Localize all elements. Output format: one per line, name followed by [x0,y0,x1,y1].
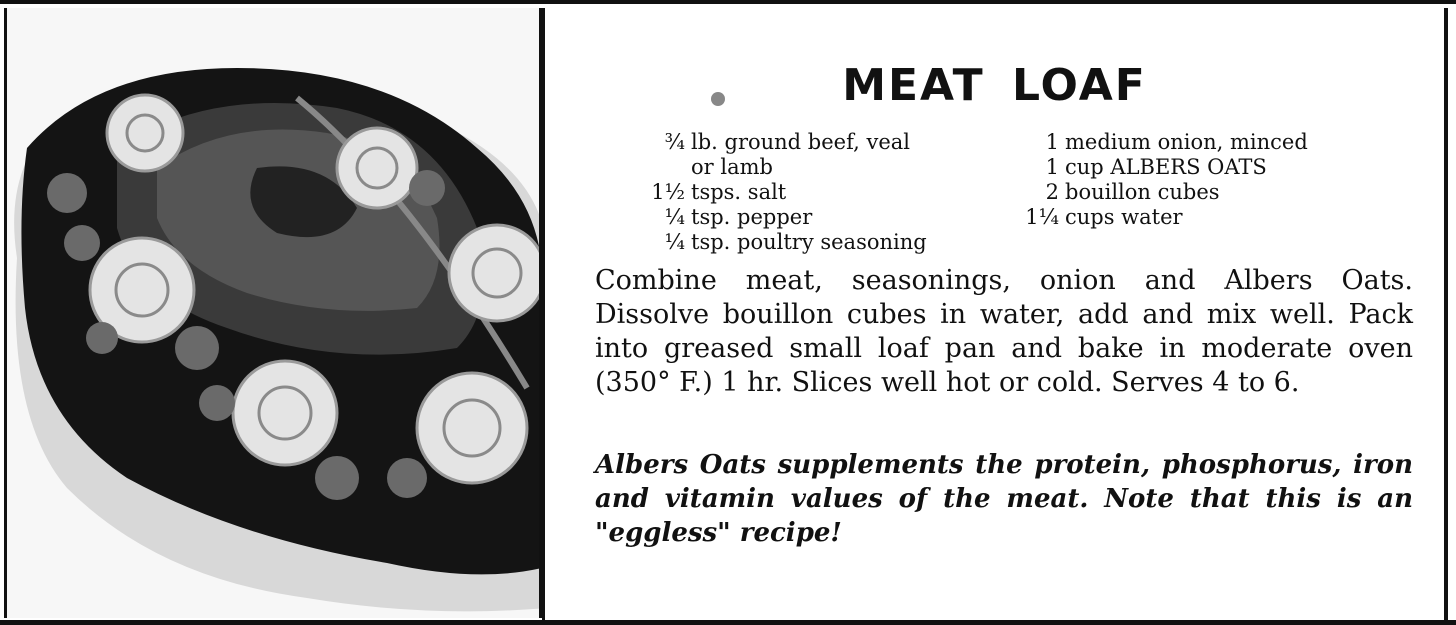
ingredient-item: ¾ lb. ground beef, veal or lamb [664,130,911,179]
ingredient-item: 1½ tsps. salt [651,180,787,204]
ingredient-item: 1¼ cups water [1025,205,1183,229]
recipe-method: Combine meat, seasonings, onion and Albers Oats. Dissolve bouillon cubes in water, add and mix well. Pack into greased small loaf pan and bake in moderate oven (350° F.) 1 hr. Slices well hot or cold. Serves 4 to 6. [595,265,1413,398]
meat-loaf-photo [4,8,544,618]
ingredient-item: 1 medium onion, minced [1045,130,1308,154]
ingredient-item: 1 cup ALBERS OATS [1045,155,1267,179]
ingredients-left [643,130,1043,255]
ingredients-right [1013,130,1373,230]
ingredient-item: 2 bouillon cubes [1045,180,1220,204]
ingredient-item: ¼ tsp. poultry seasoning [664,230,927,254]
recipe-title: MEAT LOAF [842,60,1147,111]
ingredient-item: ¼ tsp. pepper [664,205,813,229]
meat-loaf-illustration [7,8,539,618]
recipe-note: Albers Oats supplements the protein, phosphorus, iron and vitamin values of the meat. Note that this is an "eggless" recipe! [595,450,1413,548]
recipe-text [542,8,1448,620]
